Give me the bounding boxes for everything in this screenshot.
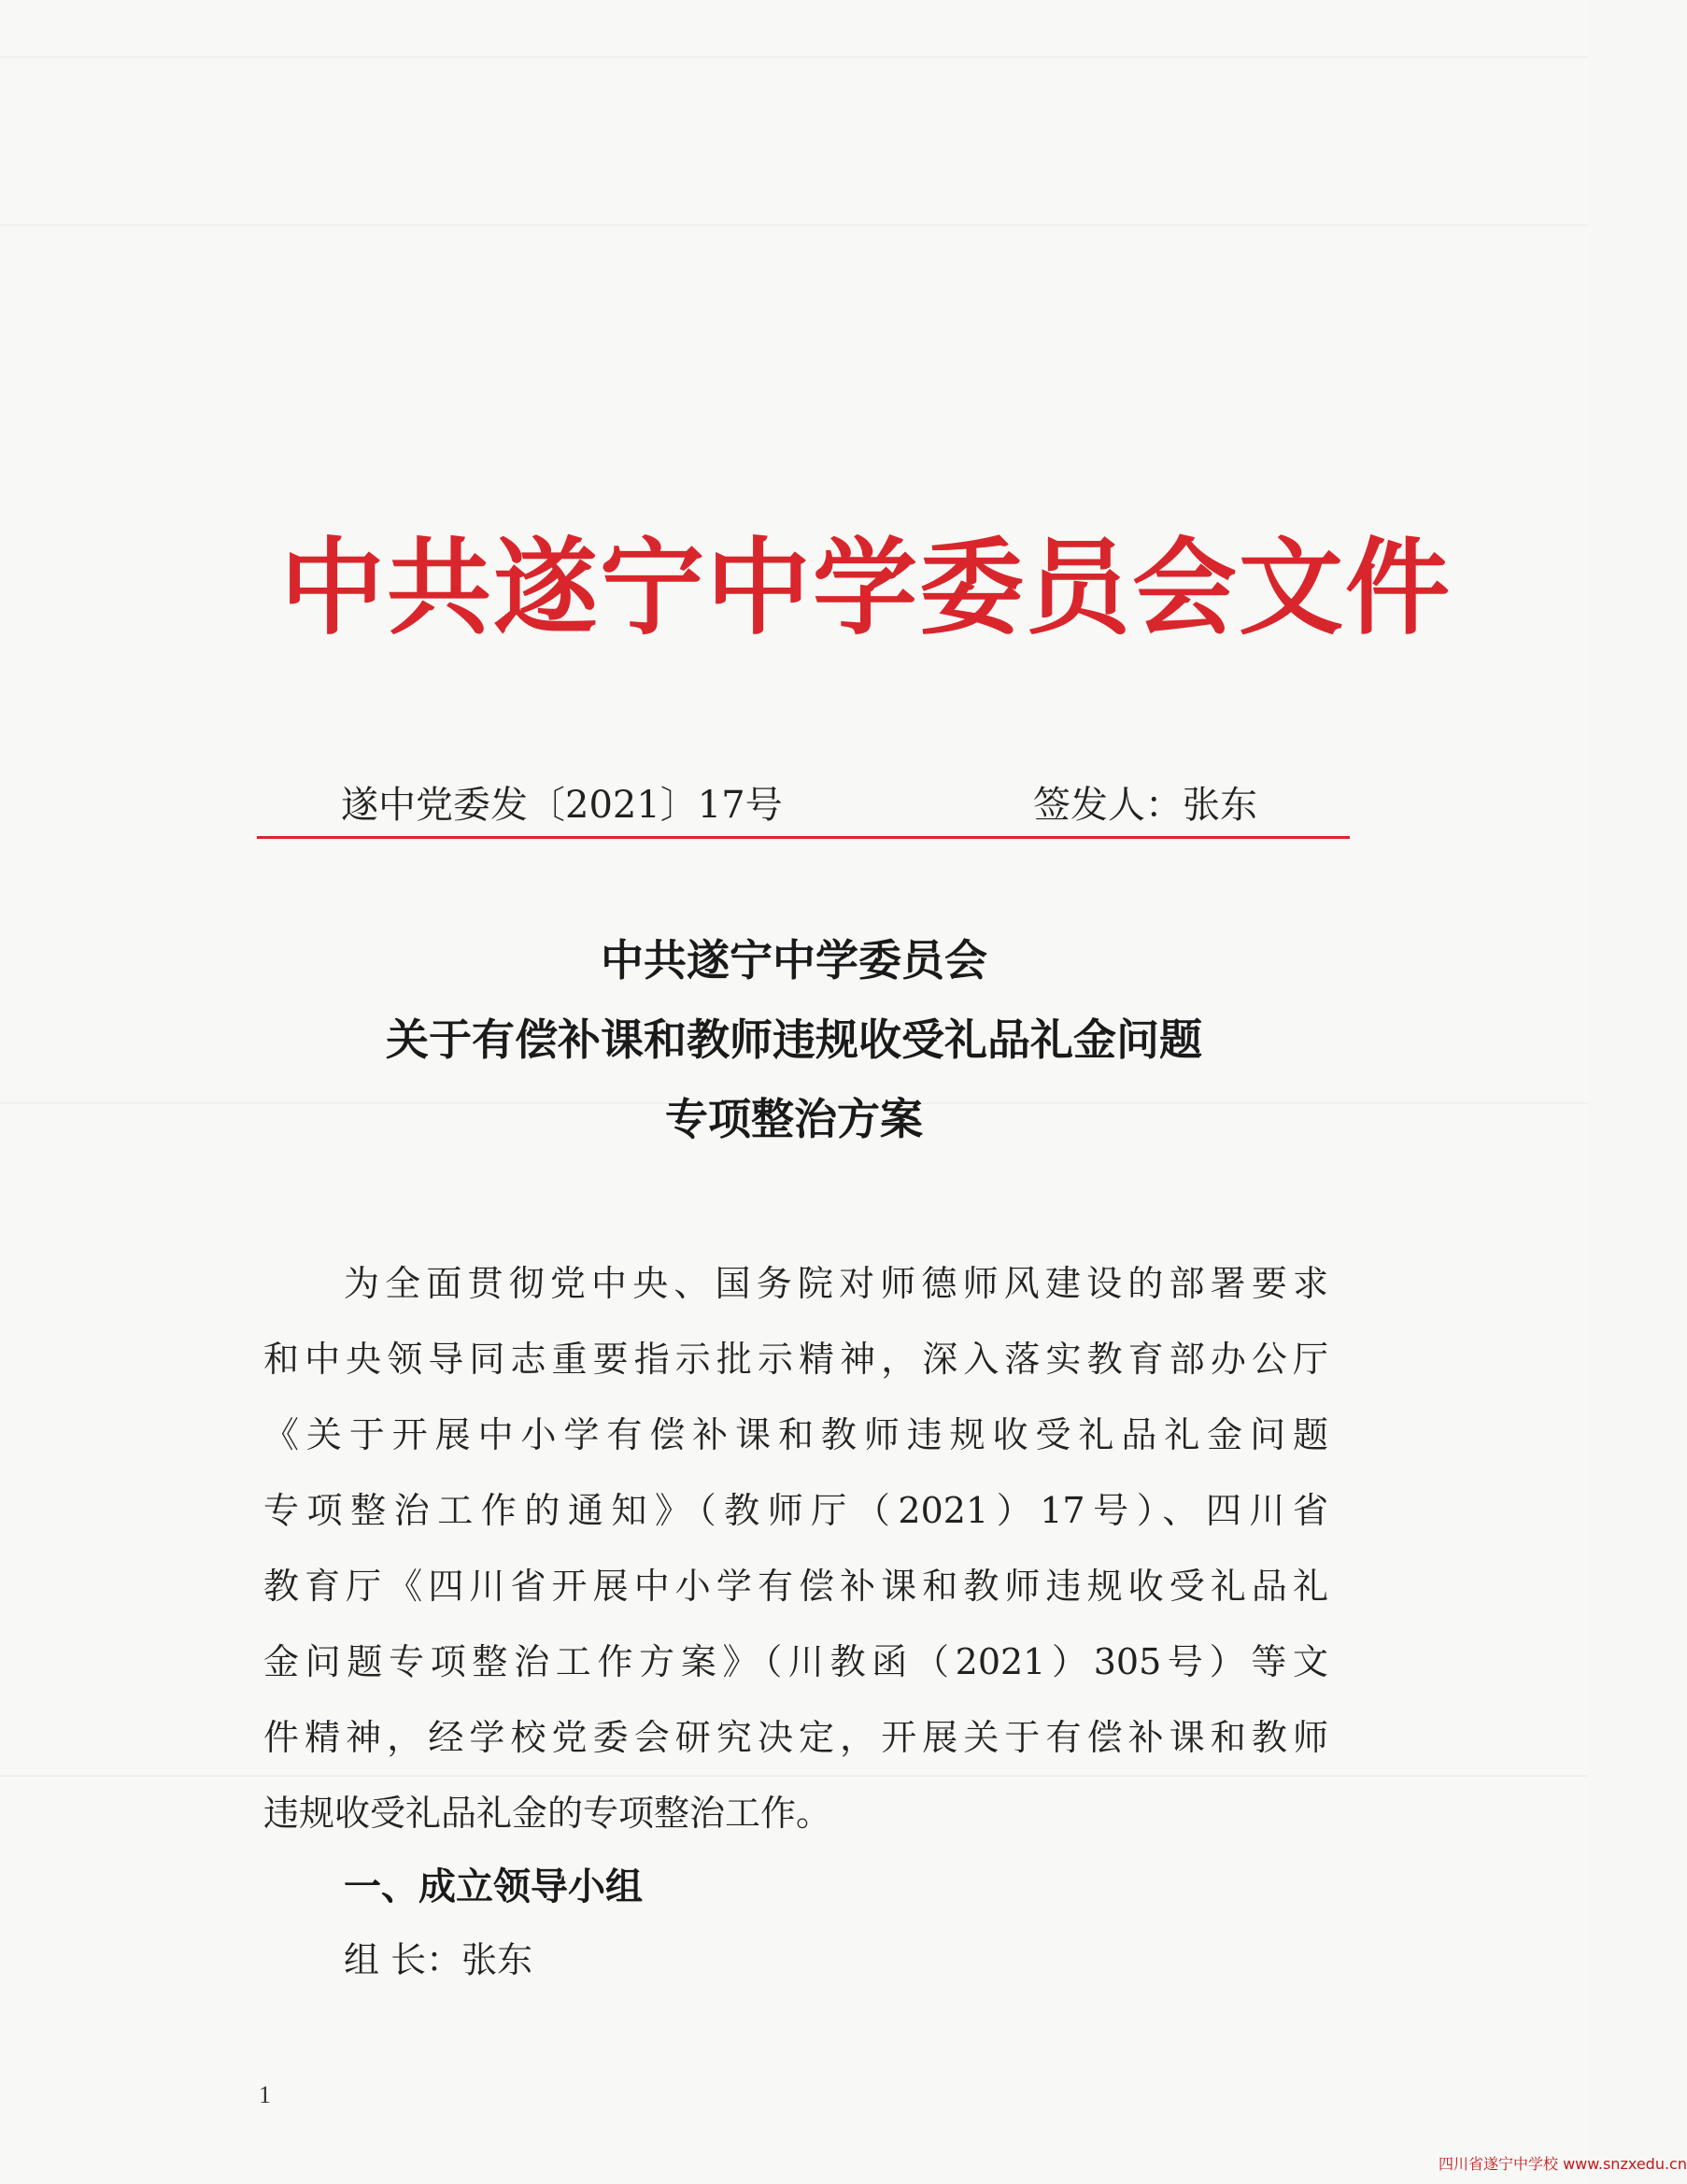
body-line-3: 《关于开展中小学有偿补课和教师违规收受礼品礼金问题 bbox=[263, 1414, 1328, 1455]
signer: 签发人：张东 bbox=[1033, 784, 1257, 827]
scan-noise bbox=[0, 56, 1588, 58]
title-line-2: 关于有偿补课和教师违规收受礼品礼金问题 bbox=[386, 1014, 1202, 1065]
scan-noise bbox=[0, 1775, 1588, 1777]
title-line-3: 专项整治方案 bbox=[665, 1094, 923, 1144]
body-line-7: 件精神，经学校党委会研究决定，开展关于有偿补课和教师 bbox=[263, 1717, 1328, 1758]
body-line-8: 违规收受礼品礼金的专项整治工作。 bbox=[263, 1793, 832, 1834]
body-line-2: 和中央领导同志重要指示批示精神，深入落实教育部办公厅 bbox=[263, 1339, 1328, 1380]
body-line-4: 专项整治工作的通知》（教师厅（2021）17号）、四川省 bbox=[263, 1490, 1328, 1531]
scan-noise bbox=[0, 224, 1588, 226]
group-leader: 组 长：张东 bbox=[344, 1939, 533, 1980]
masthead: 中共遂宁中学委员会文件 bbox=[280, 527, 1452, 649]
body-line-6: 金问题专项整治工作方案》（川教函（2021）305号）等文 bbox=[263, 1641, 1328, 1682]
body-line-1: 为全面贯彻党中央、国务院对师德师风建设的部署要求 bbox=[344, 1263, 1328, 1304]
red-separator-line bbox=[257, 836, 1350, 839]
section-heading: 一、成立领导小组 bbox=[344, 1865, 643, 1908]
document-number: 遂中党委发〔2021〕17号 bbox=[341, 784, 783, 827]
page-number: 1 bbox=[259, 2081, 271, 2108]
body-line-5: 教育厅《四川省开展中小学有偿补课和教师违规收受礼品礼 bbox=[263, 1566, 1328, 1607]
watermark: 四川省遂宁中学校 www.snzxedu.cn bbox=[1439, 2155, 1687, 2173]
title-line-1: 中共遂宁中学委员会 bbox=[601, 935, 987, 986]
